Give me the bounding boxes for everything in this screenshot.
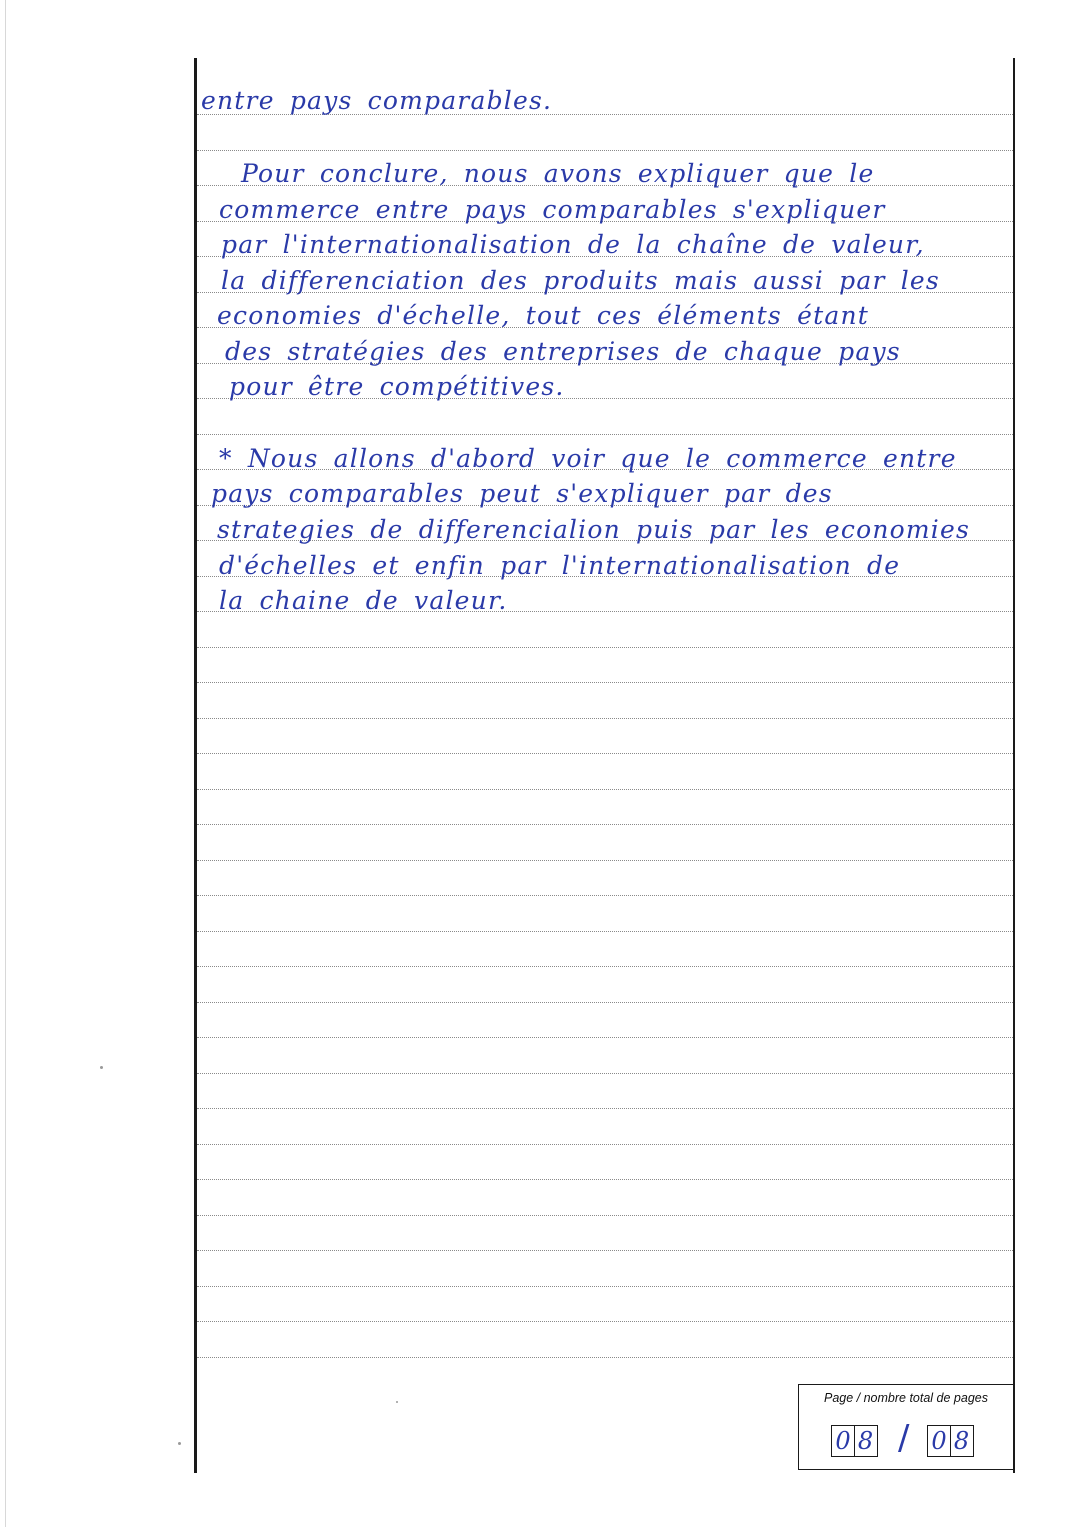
ruled-line: [197, 1286, 1013, 1287]
ruled-line: [197, 931, 1013, 932]
scan-speck: [178, 1442, 181, 1445]
ruled-line: [197, 824, 1013, 825]
ruled-line: [197, 718, 1013, 719]
ruled-line: [197, 1037, 1013, 1038]
digit-cell: 0: [927, 1425, 951, 1457]
ruled-line: [197, 434, 1013, 435]
ruled-line: [197, 966, 1013, 967]
ruled-line: [197, 1321, 1013, 1322]
page-separator: /: [898, 1418, 910, 1458]
handwriting-line: pays comparables peut s'expliquer par des: [211, 479, 833, 508]
ruled-line: [197, 895, 1013, 896]
scan-speck: [396, 1401, 398, 1403]
current-page-digits: [831, 1425, 878, 1457]
digit-cell: 8: [854, 1425, 878, 1457]
ruled-line: [197, 1073, 1013, 1074]
handwriting-line: par l'internationalisation de la chaîne de valeur,: [221, 230, 925, 259]
handwriting-line: strategies de differencialion puis par les economies: [217, 515, 971, 544]
ruled-line: [197, 150, 1013, 151]
handwriting-line: entre pays comparables.: [201, 86, 553, 115]
handwriting-line: la differenciation des produits mais aussi par les: [221, 266, 940, 295]
page-count-box: [798, 1384, 1014, 1470]
ruled-line: [197, 1108, 1013, 1109]
handwriting-line: la chaine de valeur.: [219, 586, 508, 615]
right-margin-rule: [1013, 58, 1015, 1473]
digit-cell: 0: [831, 1425, 855, 1457]
page-count-label: Page / nombre total de pages: [823, 1391, 988, 1405]
handwriting-line: economies d'échelle, tout ces éléments étant: [217, 301, 869, 330]
scan-speck: [100, 1066, 103, 1069]
ruled-line: [197, 1357, 1013, 1358]
digit-cell: 8: [950, 1425, 974, 1457]
ruled-line: [197, 1215, 1013, 1216]
ruled-line: [197, 1250, 1013, 1251]
handwriting-line: d'échelles et enfin par l'internationalisation de: [219, 551, 901, 580]
ruled-line: [197, 753, 1013, 754]
ruled-line: [197, 1144, 1013, 1145]
ruled-line: [197, 789, 1013, 790]
handwriting-line: Pour conclure, nous avons expliquer que le: [241, 159, 875, 188]
handwriting-line: pour être compétitives.: [229, 372, 565, 401]
ruled-line: [197, 682, 1013, 683]
handwriting-line: commerce entre pays comparables s'expliquer: [219, 195, 886, 224]
total-pages-digits: [927, 1425, 974, 1457]
handwriting-line: * Nous allons d'abord voir que le commerce entre: [219, 444, 957, 473]
handwriting-line: des stratégies des entreprises de chaque pays: [225, 337, 901, 366]
scan-page-edge: [5, 0, 6, 1527]
ruled-line: [197, 1179, 1013, 1180]
ruled-line: [197, 1002, 1013, 1003]
ruled-line: [197, 647, 1013, 648]
ruled-line: [197, 860, 1013, 861]
